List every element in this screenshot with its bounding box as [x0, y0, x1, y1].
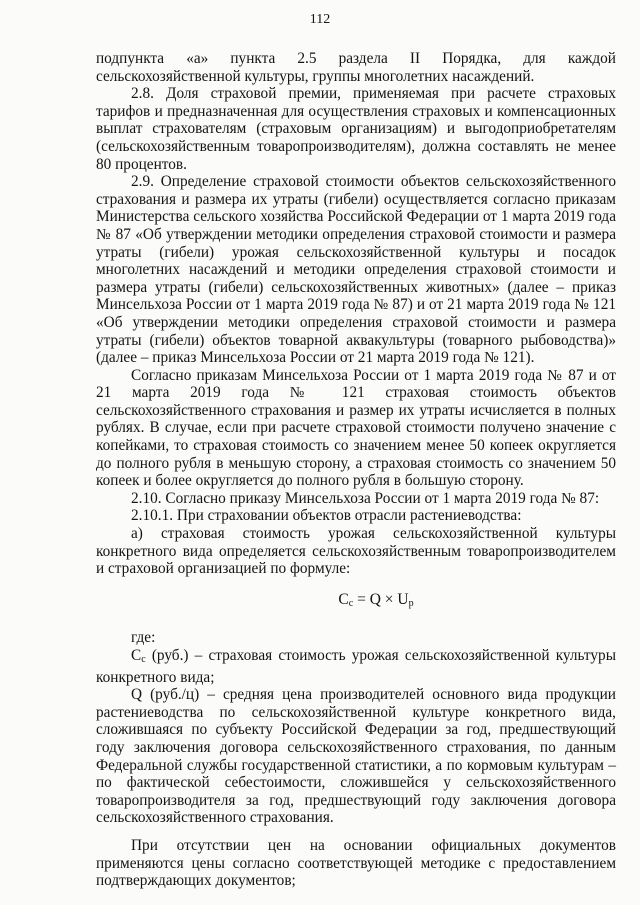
where-label: где:: [131, 629, 156, 647]
body-text: [96, 50, 616, 890]
formula-rhs-sub: p: [408, 597, 414, 609]
definition-cc: [96, 647, 616, 686]
paragraph-rounding: Согласно приказам Минсельхоза России от 1 марта 2019 года № 87 и от 21 марта 2019 года № 121 страховая стоимость объектов сельскохозяйственного страхования и размер их утраты исчисляется в полных рублях. В случае, если при расчете страховой стоимости получено значение с копейками, то страховая стоимость со значением менее 50 копеек округляется до полного рубля в меньшую сторону, а страховая стоимость со значением 50 копеек и более округляется до полного рубля в большую сторону.: [96, 366, 616, 490]
formula-rhs: = Q × U: [353, 590, 409, 608]
paragraph-item-a: а) страховая стоимость урожая сельскохозяйственной культуры конкретного вида определяется сельскохозяйственным товаропроизводителем и страховой организацией по формуле:: [96, 525, 616, 578]
paragraph-2-10-1: 2.10.1. При страховании объектов отрасли растениеводства:: [131, 507, 522, 525]
formula-lhs: C: [338, 590, 349, 608]
paragraph-no-prices: При отсутствии цен на основании официальных документов применяются цены согласно соответствующей методике с предоставлением подтверждающих документов;: [96, 836, 616, 890]
definition-cc-sub: c: [141, 654, 146, 665]
formula-lhs-sub: c: [348, 597, 354, 609]
paragraph-continuation: подпункта «а» пункта 2.5 раздела II Порядка, для каждой сельскохозяйственной культуры, группы многолетних насаждений.: [96, 50, 616, 85]
definition-cc-symbol: C: [131, 647, 142, 664]
paragraph-2-10: 2.10. Согласно приказу Минсельхоза России от 1 марта 2019 года № 87:: [131, 489, 600, 507]
paragraph-2-9: 2.9. Определение страховой стоимости объектов сельскохозяйственного страхования и размера их утраты (гибели) осуществляется согласно приказам Министерства сельского хозяйства Российской Федерации от 1 марта 2019 года № 87 «Об утверждении методики определения страховой стоимости и размера утраты (гибели) урожая сельскохозяйственной культуры и посадок многолетних насаждений и методики определения страховой стоимости и размера утраты (гибели) сельскохозяйственных животных» (далее – приказ Минсельхоза России от 1 марта 2019 года № 87) и от 21 марта 2019 года № 121 «Об утверждении методики определения страховой стоимости и размера утраты (гибели) объектов товарной аквакультуры (товарного рыбоводства)» (далее – приказ Минсельхоза России от 21 марта 2019 года № 121).: [96, 173, 616, 367]
formula: [136, 591, 616, 613]
definition-cc-text: (руб.) – страховая стоимость урожая сельскохозяйственной культуры конкретного вида;: [96, 647, 616, 686]
paragraph-2-8: 2.8. Доля страховой премии, применяемая при расчете страховых тарифов и предназначенная для осуществления страховых и компенсационных выплат страхователям (страховым организациям) и выгодоприобретателям (сельскохозяйственным товаропроизводителям), должна составлять не менее 80 процентов.: [96, 85, 616, 173]
page-number: 112: [309, 12, 331, 27]
definition-q: Q (руб./ц) – средняя цена производителей основного вида продукции растениеводства по сельскохозяйственной культуре конкретного вида, сложившаяся по субъекту Российской Федерации за год, предшествующий году заключения договора сельскохозяйственного страхования, по данным Федеральной службы государственной статистики, а по кормовым культурам – по фактической себестоимости, сложившейся у сельскохозяйственного товаропроизводителя за год, предшествующий году заключения договора сельскохозяйственного страхования.: [96, 686, 616, 827]
